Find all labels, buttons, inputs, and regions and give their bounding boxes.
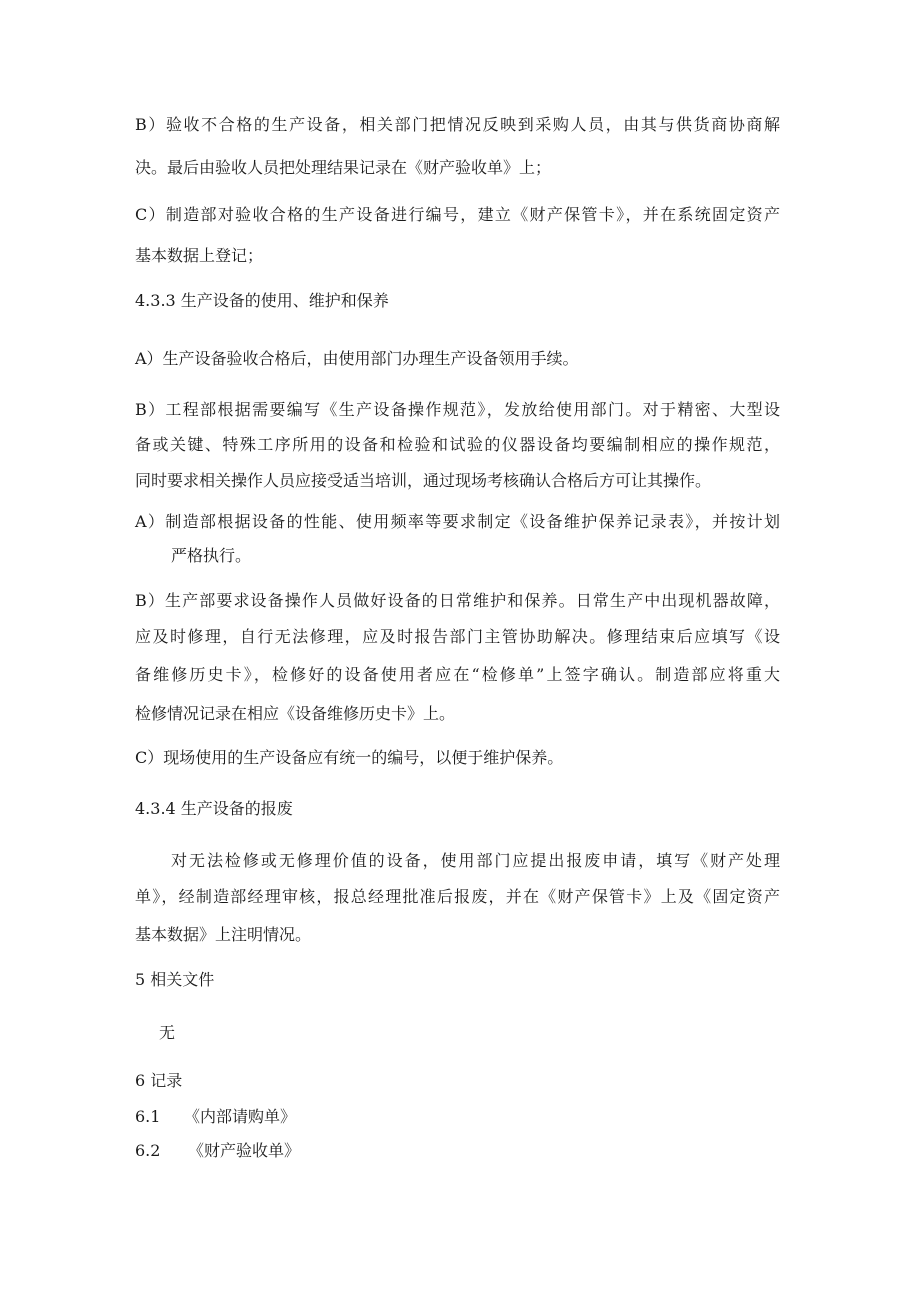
text-line: A）生产设备验收合格后，由使用部门办理生产设备领用手续。 (135, 349, 579, 368)
text-line: 基本数据上登记； (135, 246, 264, 265)
text-line: 备维修历史卡》，检修好的设备使用者应在“检修单”上签字确认。制造部应将重大 (135, 665, 780, 684)
section-heading: 4.3.4 生产设备的报废 (135, 799, 293, 818)
text-line: B）验收不合格的生产设备，相关部门把情况反映到采购人员，由其与供货商协商解 (135, 115, 780, 134)
text-line: C）现场使用的生产设备应有统一的编号，以便于维护保养。 (135, 748, 564, 767)
text-line: 检修情况记录在相应《设备维修历史卡》上。 (135, 704, 456, 723)
section-heading: 6 记录 (135, 1071, 183, 1090)
text-line: 应及时修理，自行无法修理，应及时报告部门主管协助解决。修理结束后应填写《设 (135, 627, 780, 646)
text-line: 基本数据》上注明情况。 (135, 925, 312, 944)
section-heading: 5 相关文件 (135, 970, 215, 989)
text-line: 决。最后由验收人员把处理结果记录在《财产验收单》上； (135, 158, 552, 177)
text-line: 无 (159, 1023, 176, 1042)
text-line: 单》，经制造部经理审核，报总经理批准后报废，并在《财产保管卡》上及《固定资产 (135, 887, 780, 906)
record-number: 6.2 (135, 1141, 161, 1160)
section-heading: 4.3.3 生产设备的使用、维护和保养 (135, 291, 389, 310)
text-line: B）生产部要求设备操作人员做好设备的日常维护和保养。日常生产中出现机器故障， (135, 591, 780, 610)
text-line: 备或关键、特殊工序所用的设备和检验和试验的仪器设备均要编制相应的操作规范， (135, 435, 780, 454)
text-line: C）制造部对验收合格的生产设备进行编号，建立《财产保管卡》，并在系统固定资产 (135, 205, 780, 224)
text-line: 同时要求相关操作人员应接受适当培训，通过现场考核确认合格后方可让其操作。 (135, 471, 712, 490)
record-title: 《内部请购单》 (184, 1107, 297, 1126)
text-line: B）工程部根据需要编写《生产设备操作规范》，发放给使用部门。对于精密、大型设 (135, 400, 780, 419)
text-line: 严格执行。 (171, 546, 252, 565)
text-line: 对无法检修或无修理价值的设备，使用部门应提出报废申请，填写《财产处理 (171, 851, 780, 870)
record-title: 《财产验收单》 (188, 1141, 301, 1160)
text-line: A）制造部根据设备的性能、使用频率等要求制定《设备维护保养记录表》，并按计划 (135, 512, 780, 531)
record-number: 6.1 (135, 1107, 161, 1126)
